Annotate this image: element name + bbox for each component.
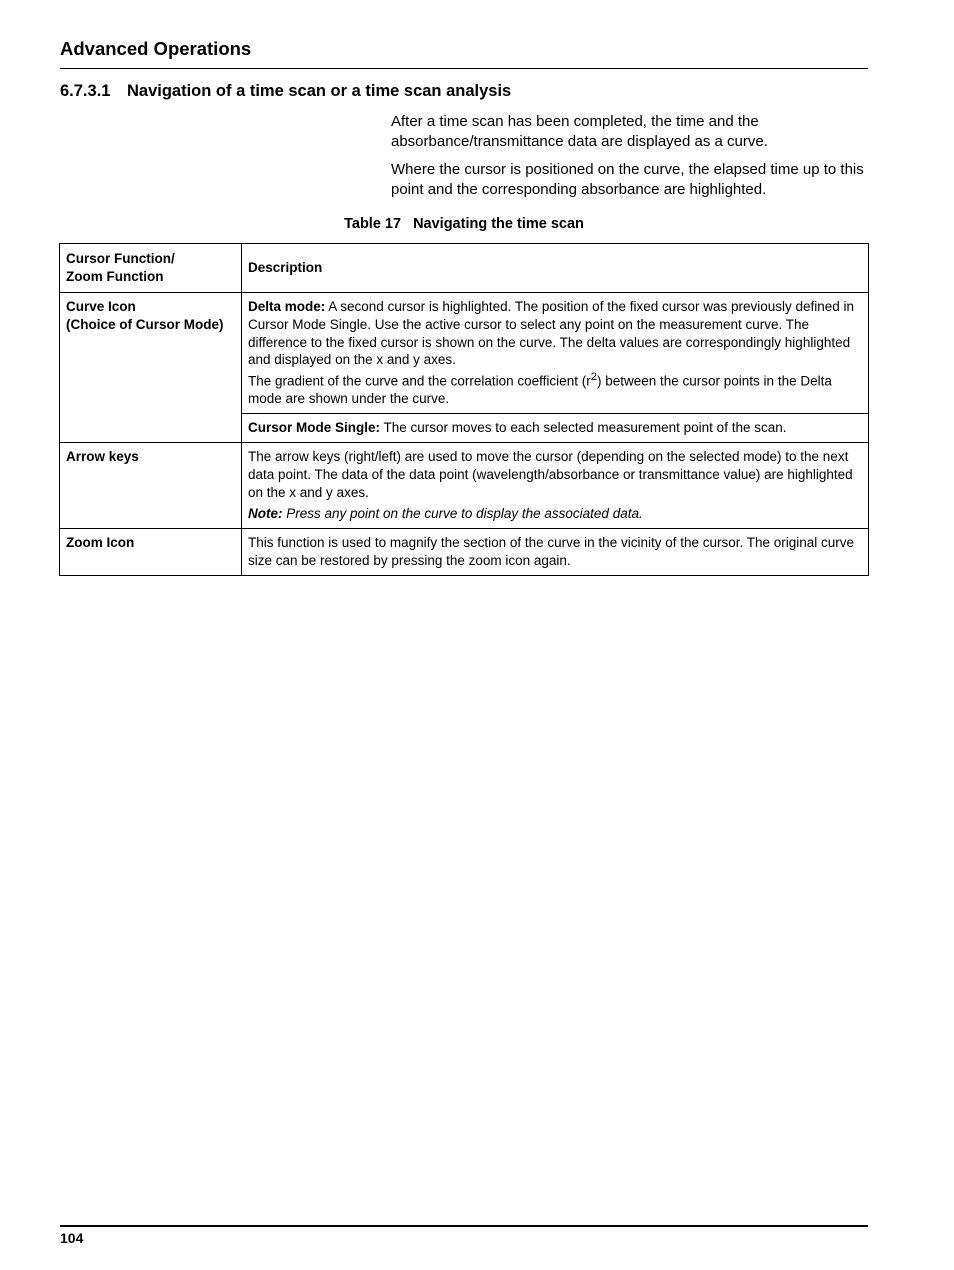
row-label-curve-icon (60, 293, 242, 443)
page-header-title: Advanced Operations (60, 38, 252, 59)
delta-mode-text: A second cursor is highlighted. The position of the fixed cursor was previously defined in Cursor Mode Single. Use the active cursor to select any point on the measurement curve. The difference to the fixed cursor is shown on the curve. The delta values are correspondingly highlighted and displayed on the x and y axes. (248, 299, 855, 368)
footer-divider (60, 1225, 868, 1227)
arrow-keys-text: The arrow keys (right/left) are used to move the cursor (depending on the selected mode) to the next data point. The data of the data point (wavelength/absorbance or transmittance value) are highlighted on the x and y axes. (248, 449, 853, 500)
section-title: Navigation of a time scan or a time scan analysis (127, 82, 512, 100)
cursor-single-text: The cursor moves to each selected measurement point of the scan. (380, 420, 787, 436)
table-row (60, 443, 869, 529)
row-label-arrow-keys: Arrow keys (60, 443, 242, 529)
section-number: 6.7.3.1 (60, 82, 111, 100)
cell-cursor-mode-single (242, 414, 869, 443)
intro-text (391, 112, 869, 208)
header-divider (60, 68, 868, 69)
cell-arrow-keys (242, 443, 869, 529)
header-function-line1: Cursor Function/ (66, 251, 175, 267)
navigation-table (59, 243, 869, 576)
table-caption-number: Table 17 (344, 216, 402, 232)
delta-mode-term: Delta mode: (248, 299, 326, 314)
table-caption (0, 216, 928, 232)
note-term: Note: (248, 506, 283, 522)
table-header-row (60, 244, 869, 293)
table-header-description: Description (242, 244, 869, 293)
table-row (60, 529, 869, 576)
intro-paragraph: After a time scan has been completed, the time and the absorbance/transmittance data are displayed as a curve. (391, 113, 768, 150)
intro-paragraph: Where the cursor is positioned on the curve, the elapsed time up to this point and the corresponding absorbance are highlighted. (391, 161, 864, 198)
cell-zoom-icon: This function is used to magnify the section of the curve in the vicinity of the cursor. The original curve size can be restored by pressing the zoom icon again. (242, 529, 869, 576)
table-header-function (60, 244, 242, 293)
curve-icon-label: Curve Icon (66, 299, 136, 314)
section-heading (60, 82, 511, 101)
curve-icon-sublabel: (Choice of Cursor Mode) (66, 316, 224, 332)
gradient-text: The gradient of the curve and the correlation coefficient (r (248, 373, 591, 389)
gradient-text-end: ) between the cursor points in the Delta mode are shown under the curve. (248, 373, 832, 407)
page-number: 104 (60, 1230, 84, 1246)
gradient-superscript: 2 (590, 371, 597, 384)
table-row (60, 293, 869, 414)
table-caption-title: Navigating the time scan (413, 216, 584, 232)
arrow-keys-note (248, 505, 862, 523)
row-label-zoom-icon: Zoom Icon (60, 529, 242, 576)
header-function-line2: Zoom Function (66, 269, 164, 284)
note-text: Press any point on the curve to display the associated data. (282, 506, 643, 522)
cell-delta-mode (242, 293, 869, 414)
cursor-single-term: Cursor Mode Single: (248, 420, 381, 436)
